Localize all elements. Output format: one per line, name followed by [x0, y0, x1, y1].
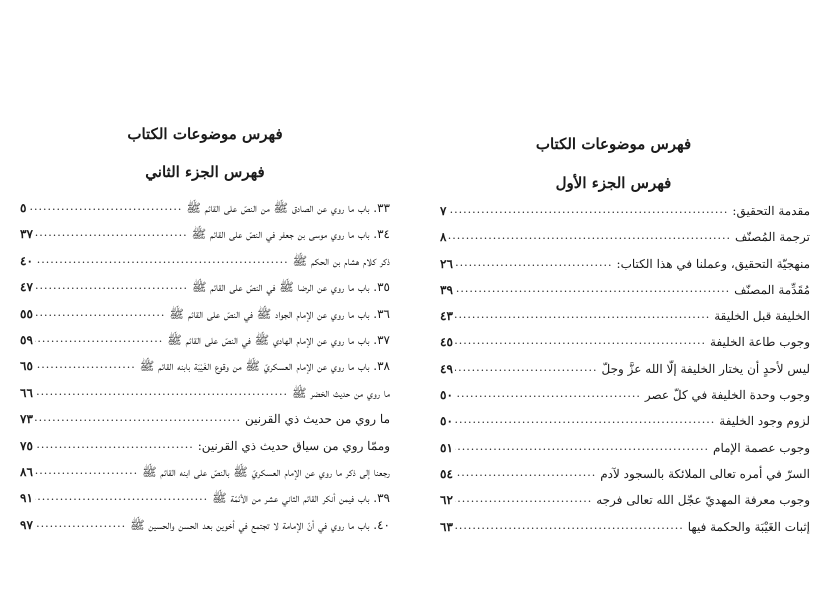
toc-entry-title: ترجمة المُصنّف: [735, 230, 810, 245]
dot-leader: [35, 385, 288, 397]
toc-entry: [20, 279, 390, 305]
toc-page-number: ٤٣: [440, 309, 453, 324]
toc-page-number: ٦٥: [20, 359, 33, 374]
toc-entry-title: وجوب وحدة الخليفة في كلّ عصر: [644, 388, 810, 403]
toc-entry-title: منهجيّة التحقيق، وعملنا في هذا الكتاب:: [616, 256, 810, 271]
dot-leader: [35, 358, 136, 370]
toc-entry-title: ٣٣. باب ما روي عن الصادق ﷺ من النصّ على القائم ﷺ: [186, 201, 390, 215]
dot-leader: [35, 332, 163, 344]
toc-entry-title: ٣٤. باب ما روي موسى بن جعفر في النصّ على القائم ﷺ: [191, 227, 390, 242]
dot-leader: [455, 387, 641, 399]
toc-entry-title: رجعنا إلى ذكر ما روي عن الإمام العسكريّ ﷺ بالنصّ على ابنه القائم ﷺ: [142, 464, 390, 479]
toc-entry-title: وجوب طاعة الخليفة: [710, 335, 810, 350]
toc-entry: [20, 358, 390, 384]
toc-page-number: ٥٤: [440, 466, 453, 481]
toc-page-number: ٥١: [440, 440, 453, 455]
toc-page-number: ٦٣: [440, 519, 453, 534]
toc-entry-title: السرّ في أمره تعالى الملائكة بالسجود لآدم: [600, 466, 810, 481]
toc-page-number: ٥: [20, 201, 27, 215]
dot-leader: [35, 226, 188, 238]
toc-entry-title: وجوب عصمة الإمام: [713, 440, 810, 455]
section-title: فهرس الجزء الأول: [555, 174, 672, 192]
toc-page-number: ٧٣: [20, 412, 33, 427]
dot-leader: [455, 282, 730, 294]
toc-entry-title: وممّا روي من سياق حديث ذي القرنين:: [197, 438, 390, 453]
dot-leader: [35, 411, 241, 423]
toc-entry: [20, 200, 390, 226]
toc-entry-title: لزوم وجود الخليفة: [719, 414, 810, 429]
toc-entry-title: الخليفة قبل الخليقة: [714, 309, 810, 324]
dot-leader: [448, 229, 731, 241]
dot-leader: [455, 256, 613, 268]
dot-leader: [35, 253, 289, 265]
toc-entry: [440, 492, 810, 518]
dot-leader: [35, 464, 138, 476]
toc-entry-title: ما روي من حديث الخضر ﷺ: [291, 385, 390, 400]
toc-entry-title: مقدمة التحقيق:: [732, 204, 810, 218]
toc-entry-title: ٣٩. باب فيمن أنكر القائم الثاني عشر من الأئمّة ﷺ: [212, 491, 390, 506]
toc-entry: [440, 361, 810, 387]
toc-page-number: ٥٠: [440, 414, 453, 429]
toc-entry: [440, 519, 810, 545]
dot-leader: [455, 334, 706, 346]
toc-entry-title: ٣٥. باب ما روي عن الرضا ﷺ في النصّ على القائم ﷺ: [191, 280, 390, 295]
dot-leader: [35, 438, 194, 450]
toc-entry-title: وجوب معرفة المهديّ عجّل الله تعالى فرجه: [596, 493, 810, 508]
toc-entry: [440, 282, 810, 308]
toc-entry: [20, 332, 390, 358]
toc-page-number: ٦٢: [440, 493, 453, 508]
toc-entry-title: ليس لأحدٍ أن يختار الخليفة إلّا الله عزَّ وجلّ: [601, 361, 810, 376]
toc-page-number: ٣٧: [20, 227, 33, 242]
toc-entry: [20, 385, 390, 411]
dot-leader: [455, 492, 592, 504]
dot-leader: [455, 361, 598, 373]
toc-entry: [20, 464, 390, 490]
toc-entry: [20, 226, 390, 252]
table-of-contents: [440, 203, 810, 545]
toc-entry: [440, 413, 810, 439]
toc-entry-title: ما روي من حديث ذي القرنين: [244, 412, 390, 427]
dot-leader: [455, 519, 684, 531]
dot-leader: [448, 203, 728, 215]
dot-leader: [455, 413, 715, 425]
toc-entry-title: إثبات الغَيْبَة والحكمة فيها: [687, 519, 810, 534]
page-title: فهرس موضوعات الكتاب: [535, 135, 692, 153]
dot-leader: [455, 440, 709, 452]
dot-leader: [28, 200, 182, 212]
toc-page-number: ٥٠: [440, 388, 453, 403]
toc-entry-title: ذكر كلام هشام بن الحكم ﷺ: [292, 253, 390, 268]
dot-leader: [35, 279, 188, 291]
toc-entry: [440, 440, 810, 466]
toc-entry: [440, 387, 810, 413]
toc-page-number: ٦٦: [20, 385, 33, 400]
section-title: فهرس الجزء الثاني: [145, 163, 265, 181]
toc-entry: [20, 517, 390, 543]
toc-page-number: ٣٩: [440, 282, 453, 297]
toc-page-number: ٢٦: [440, 256, 453, 271]
toc-entry-title: مُقَدِّمة المصنّف: [734, 282, 810, 297]
toc-entry-title: ٣٧. باب ما روي عن الإمام الهادي ﷺ في النصّ على القائم ﷺ: [167, 332, 390, 347]
toc-entry: [20, 253, 390, 279]
toc-entry-title: ٣٨. باب ما روي عن الإمام العسكريّ ﷺ من وقوع الغَيْبَة بابنه القائم ﷺ: [139, 359, 390, 374]
toc-entry: [20, 306, 390, 332]
toc-entry: [440, 308, 810, 334]
toc-entry: [20, 411, 390, 437]
toc-entry: [440, 334, 810, 360]
toc-entry: [440, 466, 810, 492]
toc-entry: [440, 256, 810, 282]
dot-leader: [455, 308, 710, 320]
toc-page-number: ٥٥: [20, 306, 33, 321]
right-page: [410, 0, 817, 601]
dot-leader: [35, 517, 126, 529]
toc-page-number: ٤٠: [20, 253, 33, 268]
toc-entry: [440, 203, 810, 229]
dot-leader: [35, 306, 166, 318]
toc-page-number: ٧٥: [20, 438, 33, 453]
toc-page-number: ٨٦: [20, 464, 33, 479]
toc-page-number: ٤٩: [440, 361, 453, 376]
toc-page-number: ٩٧: [20, 517, 33, 532]
toc-page-number: ٤٥: [440, 335, 453, 350]
toc-page-number: ٥٩: [20, 332, 33, 347]
toc-page-number: ٧: [440, 204, 447, 218]
table-of-contents: [20, 200, 390, 543]
toc-entry: [20, 490, 390, 516]
dot-leader: [455, 466, 596, 478]
toc-entry: [20, 438, 390, 464]
toc-entry: [440, 229, 810, 255]
toc-entry-title: ٤٠. باب ما روي في أنّ الإمامة لا تجتمع في أخوين بعد الحسن والحسين ﷺ: [130, 517, 390, 532]
toc-page-number: ٨: [440, 230, 447, 245]
toc-page-number: ٤٧: [20, 280, 33, 295]
dot-leader: [35, 490, 208, 502]
page-title: فهرس موضوعات الكتاب: [127, 125, 283, 143]
toc-entry-title: ٣٦. باب ما روي عن الإمام الجواد ﷺ في النصّ على القائم ﷺ: [169, 306, 390, 321]
toc-page-number: ٩١: [20, 491, 33, 506]
